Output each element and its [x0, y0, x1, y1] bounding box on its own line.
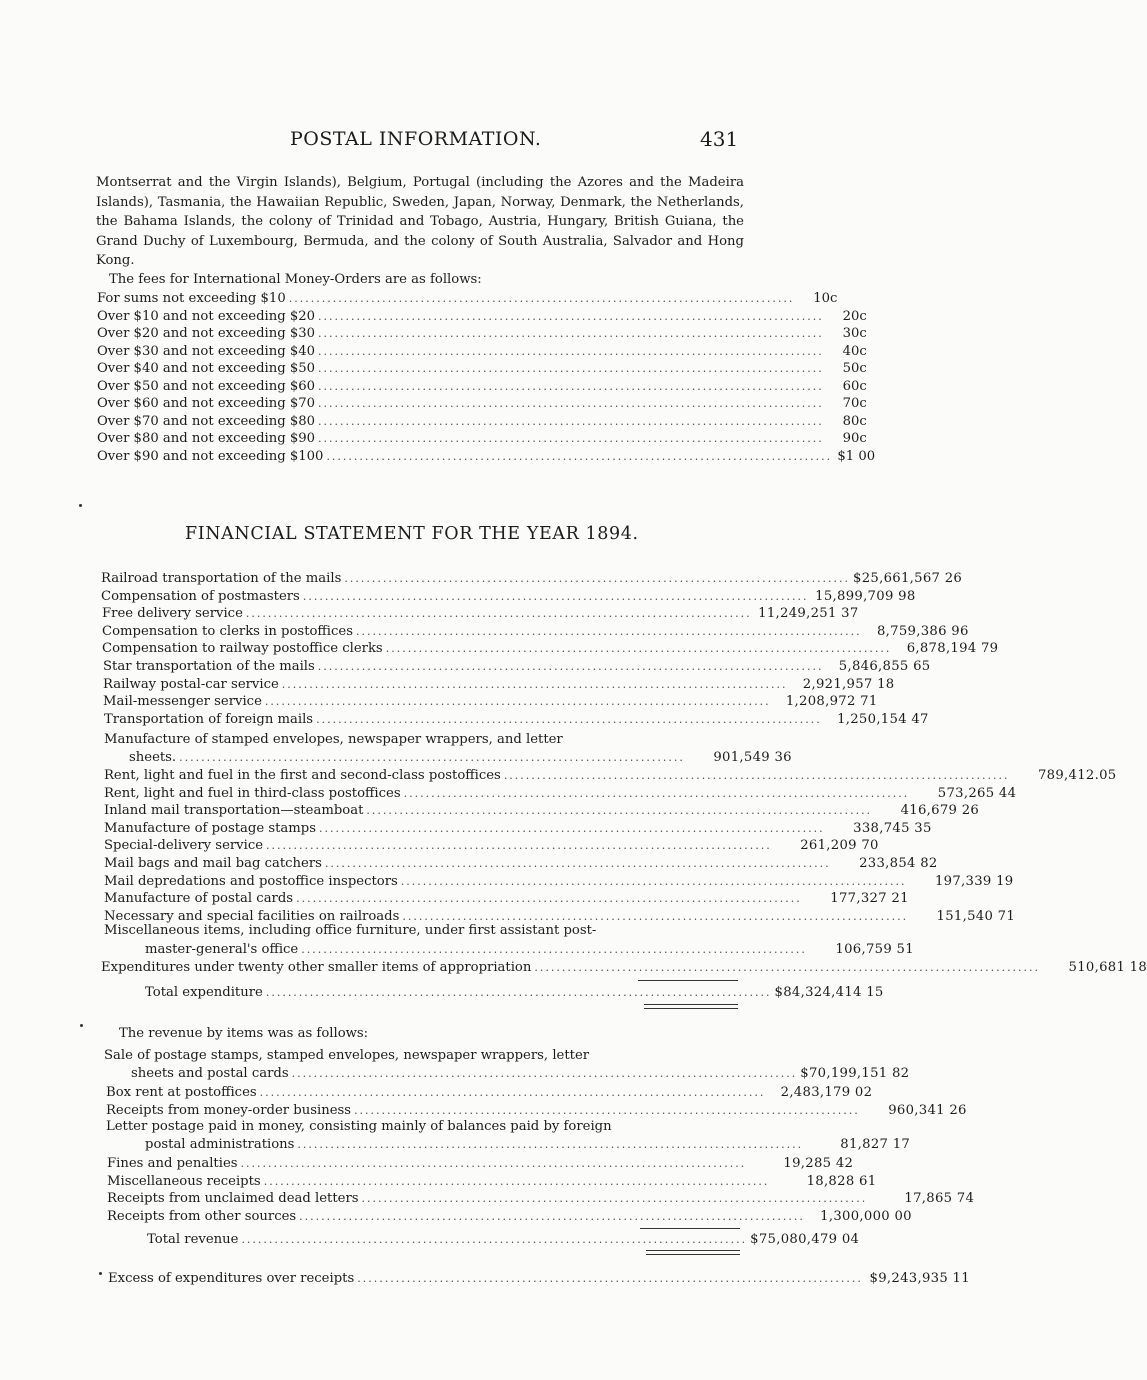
row-amount: 2,921,957 18: [802, 676, 895, 692]
row-amount: 5,846,855 65: [838, 659, 931, 674]
row-label: Rent, light and fuel in third-class postoffices: [104, 785, 401, 801]
leader-dots: ............................................................................................: [354, 1103, 860, 1117]
table-row: [107, 1208, 912, 1224]
row-amount: 15,899,709 98: [815, 588, 916, 604]
total-rule: [638, 980, 738, 981]
row-amount: 19,285 42: [783, 1156, 854, 1171]
misc-row: [101, 942, 914, 957]
leader-dots: ............................................................................................: [534, 961, 1041, 974]
row-amount: 2,483,179 02: [780, 1085, 873, 1100]
row-label: Over $70 and not exceeding $80: [97, 413, 316, 429]
table-row: [97, 378, 867, 394]
total-expenditure-label: Total expenditure: [145, 985, 263, 1000]
table-row: [107, 1191, 975, 1206]
row-amount: 18,828 61: [806, 1173, 877, 1189]
leader-dots: ............................................................................................: [301, 943, 807, 956]
margin-mark: [80, 1024, 83, 1027]
leader-dots: ............................................................................................: [503, 769, 1010, 782]
leader-dots: ............................................................................................: [400, 874, 907, 888]
row-amount: 177,327 21: [830, 891, 909, 907]
table-row: [104, 803, 980, 819]
leader-dots: ............................................................................................: [297, 1138, 804, 1151]
leader-dots: ............................................................................................: [318, 362, 824, 375]
row-amount: 338,745 35: [853, 820, 932, 836]
row-label: Transportation of foreign mails: [104, 711, 314, 727]
envelopes-amount: 901,549 36: [713, 750, 792, 765]
row-label: Mail depredations and postoffice inspectors: [104, 873, 398, 889]
leader-dots: ............................................................................................: [355, 624, 862, 638]
table-row: [104, 768, 1117, 783]
row-amount: 50c: [842, 361, 867, 376]
row-label: Railroad transportation of the mails: [101, 571, 342, 586]
leader-dots: ............................................................................................: [299, 1209, 805, 1223]
row-amount: 6,878,194 79: [906, 641, 999, 657]
leader-dots: ............................................................................................: [288, 292, 795, 305]
row-amount: 416,679 26: [900, 803, 980, 819]
page-number: 431: [700, 127, 739, 151]
table-row: [97, 448, 876, 464]
sale-stamps-line2: sheets and postal cards: [131, 1066, 289, 1081]
total-revenue-row: [147, 1232, 860, 1247]
table-row: [104, 820, 932, 836]
row-amount: $1 00: [837, 448, 876, 464]
leader-dots: ............................................................................................: [296, 892, 802, 906]
leader-dots: ............................................................................................: [326, 449, 833, 463]
row-label: Over $50 and not exceeding $60: [97, 378, 316, 394]
table-row: [97, 396, 867, 411]
row-amount: 1,208,972 71: [785, 694, 878, 710]
leader-dots: ............................................................................................: [263, 1174, 770, 1188]
table-row: [107, 1156, 854, 1171]
row-label: Mail bags and mail bag catchers: [104, 856, 322, 871]
row-amount: 80c: [842, 413, 867, 429]
section-title: FINANCIAL STATEMENT FOR THE YEAR 1894.: [185, 524, 639, 544]
misc-line1: Miscellaneous items, including office furniture, under first assistant post-: [104, 923, 597, 938]
leader-dots: ............................................................................................: [316, 712, 822, 726]
row-amount: 20c: [842, 308, 867, 324]
row-label: Inland mail transportation—steamboat: [104, 803, 364, 819]
leader-dots: ............................................................................................: [266, 839, 772, 853]
row-amount: 17,865 74: [904, 1191, 975, 1206]
row-amount: 261,209 70: [800, 838, 879, 854]
leader-dots: ............................................................................................: [245, 607, 752, 621]
leader-dots: ............................................................................................: [318, 309, 824, 323]
double-rule: [646, 1250, 740, 1255]
revenue-intro: The revenue by items was as follows:: [119, 1026, 369, 1041]
misc-amount: 106,759 51: [835, 942, 914, 957]
table-row: [103, 676, 895, 692]
table-row: [104, 856, 938, 871]
leader-dots: ............................................................................................: [241, 1233, 748, 1246]
leader-dots: ............................................................................................: [318, 432, 824, 445]
table-row: [97, 431, 867, 446]
envelopes-line1: Manufacture of stamped envelopes, newspaper wrappers, and letter: [104, 732, 563, 747]
table-row: [101, 588, 916, 604]
table-row: [97, 308, 867, 324]
leader-dots: ............................................................................................: [265, 986, 772, 999]
leader-dots: ............................................................................................: [264, 695, 771, 709]
table-row: [97, 291, 838, 306]
margin-mark: [79, 504, 82, 507]
leader-dots: ............................................................................................: [318, 379, 824, 393]
row-amount: 1,300,000 00: [820, 1208, 912, 1224]
leader-dots: ............................................................................................: [344, 572, 851, 585]
leader-dots: ............................................................................................: [302, 589, 809, 603]
row-label: Box rent at postoffices: [106, 1085, 257, 1100]
row-amount: 197,339 19: [934, 873, 1014, 889]
total-revenue-label: Total revenue: [147, 1232, 239, 1247]
row-label: Railway postal-car service: [103, 676, 279, 692]
table-row: [97, 326, 867, 341]
leader-dots: ............................................................................................: [403, 786, 910, 800]
leader-dots: ............................................................................................: [357, 1272, 863, 1285]
table-row: [104, 891, 909, 907]
row-amount: 151,540 71: [936, 908, 1016, 924]
leader-dots: ............................................................................................: [318, 327, 824, 340]
row-amount: 30c: [842, 326, 867, 341]
leader-dots: ............................................................................................: [259, 1086, 766, 1099]
table-row: [106, 1085, 873, 1100]
row-label: Necessary and special facilities on railroads: [104, 908, 400, 924]
table-row: [102, 623, 969, 639]
leader-dots: ............................................................................................: [291, 1067, 798, 1080]
table-row: [103, 694, 878, 710]
table-row: [101, 571, 963, 586]
row-amount: 90c: [842, 431, 867, 446]
row-label: Mail-messenger service: [103, 694, 262, 710]
table-row: [104, 711, 929, 727]
table-row: [102, 606, 859, 622]
row-label: Receipts from unclaimed dead letters: [107, 1191, 359, 1206]
leader-dots: ............................................................................................: [281, 677, 788, 691]
row-label: Fines and penalties: [107, 1156, 238, 1171]
row-label: Star transportation of the mails: [103, 659, 315, 674]
letter-postage-amount: 81,827 17: [840, 1137, 911, 1152]
fees-intro: The fees for International Money-Orders are as follows:: [109, 272, 482, 287]
row-amount: 10c: [813, 291, 838, 306]
sale-stamps-line1: Sale of postage stamps, stamped envelopes, newspaper wrappers, letter: [104, 1048, 590, 1063]
row-label: Rent, light and fuel in the first and second-class postoffices: [104, 768, 501, 783]
row-amount: 573,265 44: [937, 785, 1017, 801]
table-row: [102, 641, 999, 657]
row-label: Receipts from money-order business: [106, 1102, 352, 1118]
table-row: [103, 659, 931, 674]
total-rule: [640, 1228, 740, 1229]
leader-dots: ............................................................................................: [318, 397, 824, 410]
row-label: Compensation to railway postoffice clerks: [102, 641, 383, 657]
margin-mark: [99, 1272, 102, 1275]
row-amount: $25,661,567 26: [853, 571, 963, 586]
row-label: Over $20 and not exceeding $30: [97, 326, 316, 341]
leader-dots: ............................................................................................: [240, 1157, 747, 1170]
row-label: Over $60 and not exceeding $70: [97, 396, 316, 411]
row-label: Special-delivery service: [104, 838, 264, 854]
sale-stamps-row: [101, 1066, 910, 1081]
leader-dots: ............................................................................................: [385, 642, 892, 656]
letter-postage-line1: Letter postage paid in money, consisting mainly of balances paid by foreign: [106, 1119, 612, 1134]
misc-line2: master-general's office: [145, 942, 299, 957]
total-revenue-amount: $75,080,479 04: [750, 1232, 860, 1247]
excess-row: [108, 1271, 970, 1286]
excess-amount: $9,243,935 11: [869, 1271, 970, 1286]
row-label: Free delivery service: [102, 606, 243, 622]
row-amount: 11,249,251 37: [758, 606, 859, 622]
table-row: [97, 361, 867, 376]
row-amount: 8,759,386 96: [876, 623, 969, 639]
row-amount: 60c: [842, 378, 867, 394]
table-row: [107, 1173, 877, 1189]
total-expenditure-amount: $84,324,414 15: [774, 985, 884, 1000]
other-items-row: [101, 960, 1147, 975]
double-rule: [644, 1004, 738, 1009]
other-items-label: Expenditures under twenty other smaller items of appropriation: [101, 960, 532, 975]
row-label: Over $90 and not exceeding $100: [97, 448, 324, 464]
leader-dots: ............................................................................................: [402, 909, 909, 923]
table-row: [104, 785, 1017, 801]
row-label: Over $30 and not exceeding $40: [97, 343, 316, 359]
row-label: Receipts from other sources: [107, 1208, 297, 1224]
table-row: [104, 873, 1014, 889]
sale-stamps-amount: $70,199,151 82: [800, 1066, 910, 1081]
leader-dots: ............................................................................................: [361, 1192, 868, 1205]
total-expenditure-row: [145, 985, 884, 1000]
letter-postage-row: [101, 1137, 911, 1152]
table-row: [97, 413, 867, 429]
row-label: Compensation to clerks in postoffices: [102, 623, 353, 639]
row-amount: 1,250,154 47: [837, 711, 929, 727]
row-label: Manufacture of postage stamps: [104, 820, 316, 836]
page-title: POSTAL INFORMATION.: [290, 128, 542, 150]
leader-dots: ............................................................................................: [179, 751, 685, 764]
table-row: [104, 838, 879, 854]
row-label: For sums not exceeding $10: [97, 291, 286, 306]
row-label: Over $10 and not exceeding $20: [97, 308, 316, 324]
leader-dots: ............................................................................................: [324, 857, 831, 870]
row-label: Over $80 and not exceeding $90: [97, 431, 316, 446]
leader-dots: ............................................................................................: [317, 660, 824, 673]
row-label: Over $40 and not exceeding $50: [97, 361, 316, 376]
row-amount: 70c: [842, 396, 867, 411]
row-amount: 789,412.05: [1037, 768, 1117, 783]
row-label: Manufacture of postal cards: [104, 891, 294, 907]
other-items-amount: 510,681 18: [1068, 960, 1147, 975]
row-amount: 960,341 26: [888, 1102, 967, 1118]
intro-paragraph: Montserrat and the Virgin Islands), Belgium, Portugal (including the Azores and the Madeira Islands), Tasmania, the Hawaiian Republic, Sweden, Japan, Norway, Denmark, the Netherlands, the Bahama Islands, the colony of Trinidad and Tobago, Austria, Hungary, British Guiana, the Grand Duchy of Luxembourg, Bermuda, and the colony of South Australia, Salvador and Hong Kong.: [96, 175, 744, 268]
leader-dots: ............................................................................................: [318, 821, 825, 835]
leader-dots: ............................................................................................: [318, 344, 824, 358]
row-amount: 233,854 82: [859, 856, 938, 871]
row-amount: 40c: [842, 343, 867, 359]
excess-label: Excess of expenditures over receipts: [108, 1271, 355, 1286]
leader-dots: ............................................................................................: [366, 804, 873, 818]
letter-postage-line2: postal administrations: [145, 1137, 295, 1152]
table-row: [97, 343, 867, 359]
leader-dots: ............................................................................................: [318, 414, 824, 428]
row-label: Miscellaneous receipts: [107, 1173, 261, 1189]
envelopes-line2: sheets.: [129, 750, 177, 765]
table-row: [106, 1102, 967, 1118]
row-label: Compensation of postmasters: [101, 588, 300, 604]
envelopes-row: [101, 750, 792, 765]
